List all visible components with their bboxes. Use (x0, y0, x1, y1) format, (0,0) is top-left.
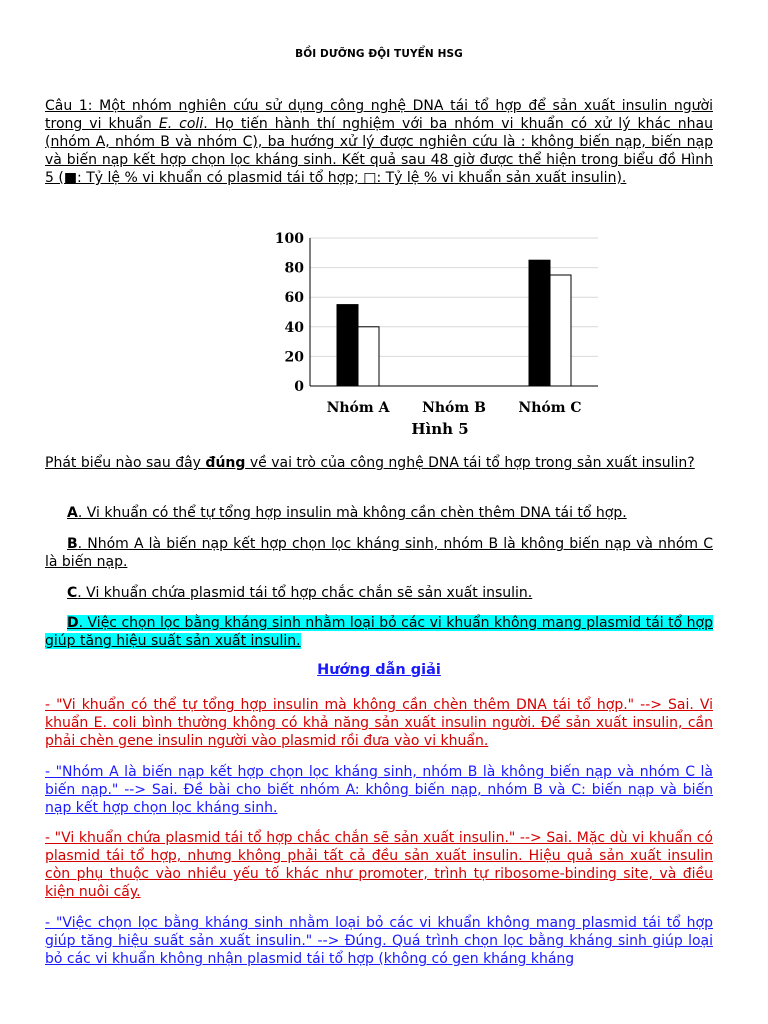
x-tick-label: Nhóm B (422, 400, 486, 416)
question-prompt (45, 454, 713, 472)
question-intro (45, 97, 713, 187)
explanation-4: - "Việc chọn lọc bằng kháng sinh nhằm loại bỏ các vi khuẩn không mang plasmid tái tổ hợp giúp tăng hiệu suất sản xuất insulin." --> Đúng. Quá trình chọn lọc bằng kháng sinh giúp loại bỏ các vi khuẩn không nhận plasmid tái tổ hợp (không có gen kháng kháng (45, 915, 713, 967)
bar-plasmid-1 (337, 305, 358, 386)
y-tick-label: 40 (284, 319, 304, 336)
option-b[interactable] (45, 535, 713, 571)
option-d[interactable] (45, 614, 713, 650)
y-tick-label: 80 (284, 260, 304, 277)
x-labels (327, 400, 582, 416)
intro-text-a: Câu 1: Một nhóm nghiên cứu sử dụng công nghệ DNA tái tổ hợp để sản xuất insulin người trong vi khuẩn (45, 98, 713, 132)
prompt-text-b: về vai trò của công nghệ DNA tái tổ hợp trong sản xuất insulin? (245, 455, 695, 471)
prompt-text-a: Phát biểu nào sau đây (45, 455, 206, 471)
chart-title: Hình 5 (411, 420, 469, 438)
option-a-text: . Vi khuẩn có thể tự tổng hợp insulin mà không cần chèn thêm DNA tái tổ hợp. (77, 505, 627, 521)
option-a-key: A (67, 505, 78, 521)
prompt-bold: đúng (205, 455, 246, 471)
page-header: BỒI DƯỠNG ĐỘI TUYỂN HSG (295, 48, 463, 60)
bar-plasmid-3 (529, 260, 550, 386)
option-c[interactable] (45, 584, 713, 602)
option-c-key: C (67, 585, 78, 601)
bar-insulin-1 (358, 327, 379, 386)
option-b-key: B (67, 536, 78, 552)
y-tick-label: 60 (284, 290, 304, 307)
x-tick-label: Nhóm A (326, 400, 390, 416)
y-tick-label: 20 (284, 349, 304, 366)
intro-italic: E. coli (158, 116, 204, 132)
bar-insulin-3 (550, 275, 571, 386)
intro-text-b: . Họ tiến hành thí nghiệm với ba nhóm vi khuẩn có xử lý khác nhau (nhóm A, nhóm B và nhóm C), ba hướng xử lý được nghiên cứu là : không biến nạp, biến nạp và biến nạp kết hợp chọn lọc kháng sinh. Kết quả sau 48 giờ được thể hiện trong biểu đồ Hình 5 (■: Tỷ lệ % vi khuẩn có plasmid tái tổ hợp; □: Tỷ lệ % vi khuẩn sản xuất insulin). (45, 116, 713, 186)
option-c-text: . Vi khuẩn chứa plasmid tái tổ hợp chắc chắn sẽ sản xuất insulin. (77, 585, 533, 601)
y-tick-label: 100 (274, 231, 304, 247)
x-tick-label: Nhóm C (518, 400, 582, 416)
guide-title: Hướng dẫn giải (317, 662, 441, 678)
y-ticks (275, 231, 304, 395)
explanation-2: - "Nhóm A là biến nạp kết hợp chọn lọc kháng sinh, nhóm B là không biến nạp và nhóm C là biến nạp." --> Sai. Đề bài cho biết nhóm A: không biến nạp, nhóm B và C: biến nạp và biến nạp kết hợp chọn lọc kháng sinh. (45, 764, 713, 816)
figure-5-chart (260, 226, 610, 442)
y-tick-label: 0 (294, 379, 304, 395)
explanation-1: - "Vi khuẩn có thể tự tổng hợp insulin mà không cần chèn thêm DNA tái tổ hợp." --> Sai. Vi khuẩn E. coli bình thường không có khả năng sản xuất insulin người. Để sản xuất insulin, cần phải chèn gene insulin người vào plasmid rồi đưa vào vi khuẩn. (45, 697, 713, 749)
option-b-text: . Nhóm A là biến nạp kết hợp chọn lọc kháng sinh, nhóm B là không biến nạp và nhóm C là biến nạp. (45, 536, 713, 570)
explanation-3: - "Vi khuẩn chứa plasmid tái tổ hợp chắc chắn sẽ sản xuất insulin." --> Sai. Mặc dù vi khuẩn có plasmid tái tổ hợp, nhưng không phải tất cả đều sản xuất insulin. Hiệu quả sản xuất insulin còn phụ thuộc vào nhiều yếu tố khác như promoter, trình tự ribosome-binding site, và điều kiện nuôi cấy. (45, 830, 713, 900)
option-d-key: D (67, 615, 79, 631)
option-d-text: . Việc chọn lọc bằng kháng sinh nhằm loại bỏ các vi khuẩn không mang plasmid tái tổ hợp giúp tăng hiệu suất sản xuất insulin. (45, 615, 713, 649)
bars (337, 260, 571, 386)
option-a[interactable] (45, 504, 713, 522)
